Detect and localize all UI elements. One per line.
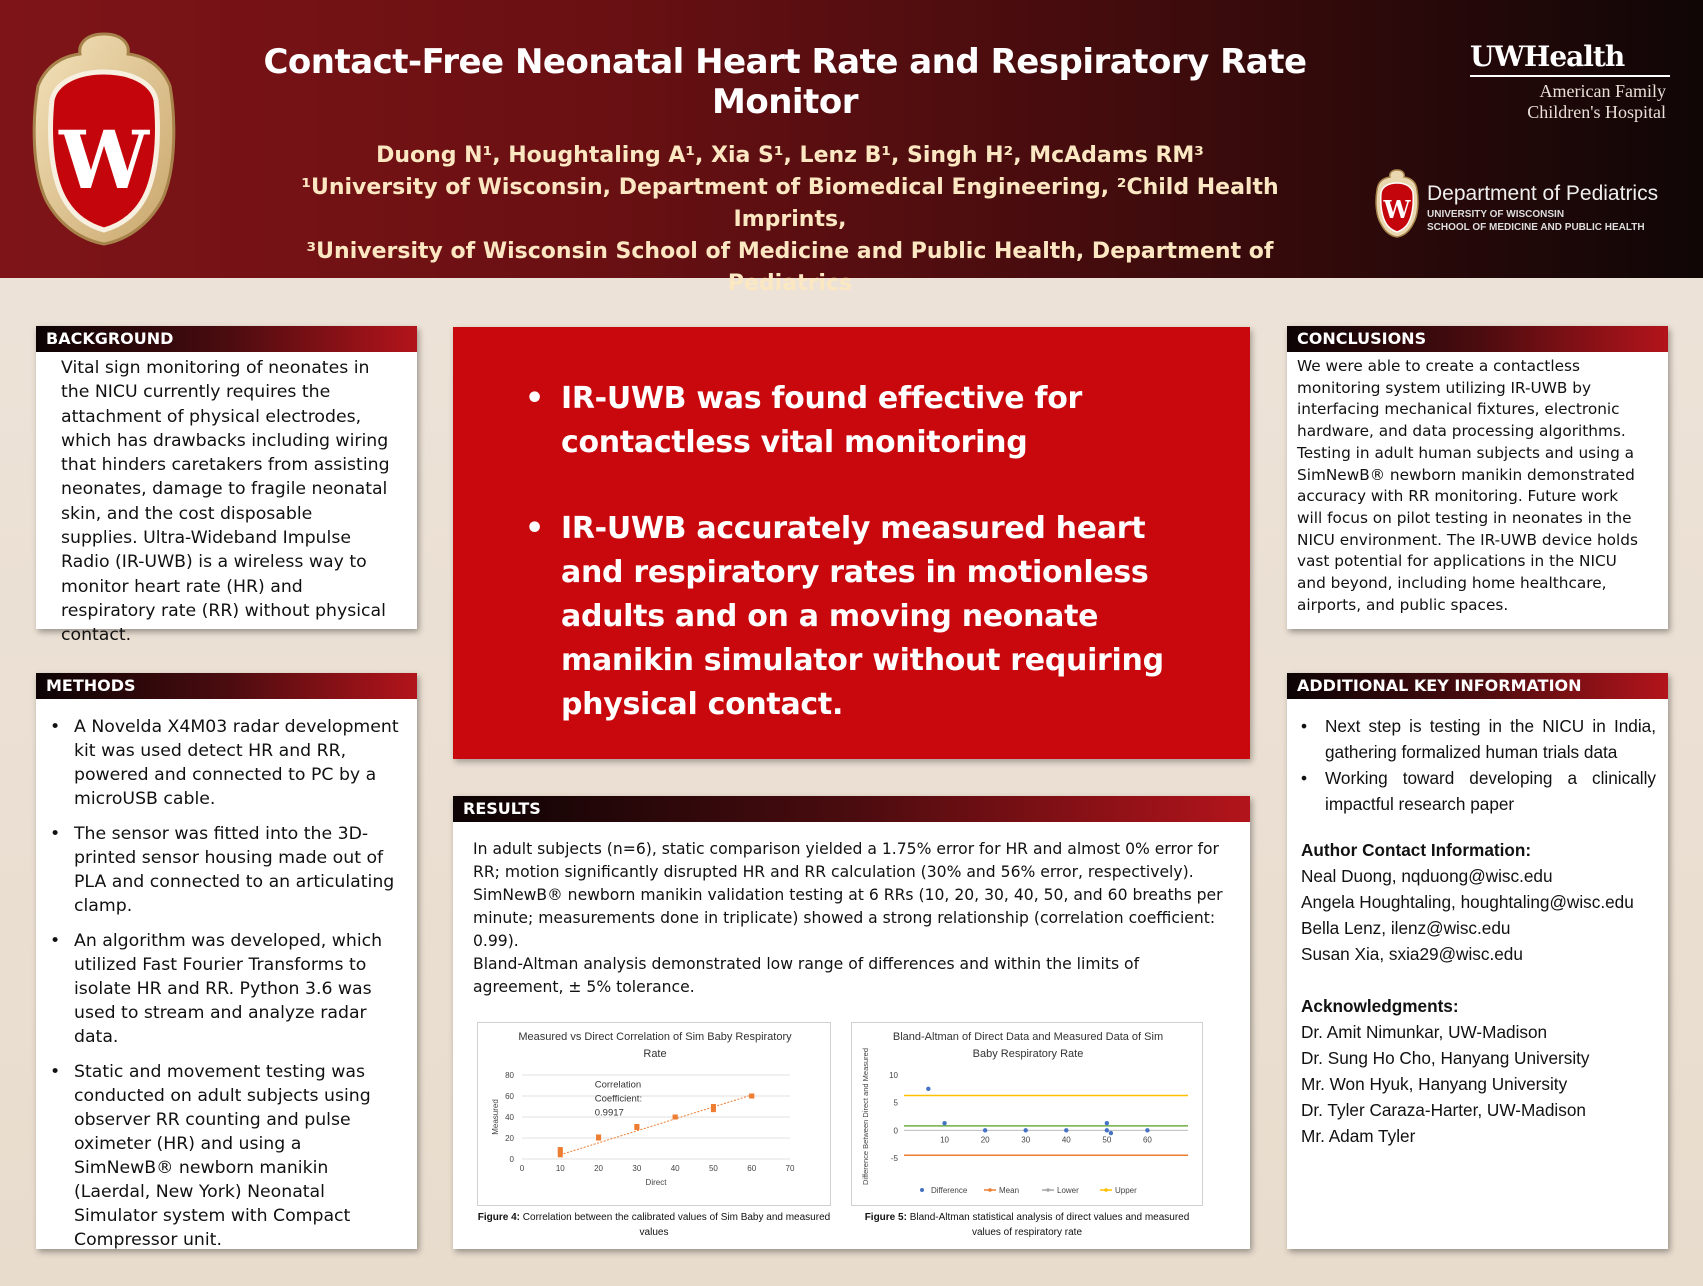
fig4-xtick-label: 50 — [708, 1164, 718, 1173]
fig5-data-point — [942, 1121, 946, 1125]
uw-crest-logo — [30, 30, 178, 246]
contact-block — [1287, 817, 1668, 1149]
fig5-legend-label: Lower — [1057, 1186, 1079, 1195]
background-text: Vital sign monitoring of neonates in the NICU currently requires the attachment of physical electrodes, which has drawbacks including wiring that hinders caretakers from assisting neonates, damage to fragile neonatal skin, and the cost disposable supplies. Ultra-Wideband Impulse Radio (IR-UWB) is a wireless way to monitor heart rate (HR) and respiratory rate (RR) without physical contact. — [61, 358, 390, 646]
fig5-data-point — [1145, 1128, 1149, 1132]
contact-item: Susan Xia, sxia29@wisc.edu — [1301, 944, 1523, 964]
results-text — [453, 822, 1250, 999]
fig5-xtick-label: 60 — [1142, 1135, 1152, 1145]
fig4-ytick-label: 20 — [505, 1134, 514, 1143]
fig4-caption-text: Correlation between the calibrated values of Sim Baby and measured values — [522, 1212, 831, 1238]
background-panel — [36, 326, 417, 646]
ack-item: Mr. Adam Tyler — [1301, 1126, 1416, 1146]
fig5-xtick-label: 10 — [940, 1135, 950, 1145]
conclusions-panel — [1287, 326, 1668, 629]
fig5-data-point — [1024, 1128, 1028, 1132]
fig5-data-point — [1105, 1121, 1109, 1125]
fig4-title: Measured vs Direct Correlation of Sim Baby Respiratory Rate — [518, 1031, 792, 1060]
ack-item: Dr. Tyler Caraza-Harter, UW-Madison — [1301, 1100, 1586, 1120]
uw-crest-small-icon — [1375, 168, 1419, 238]
contact-item: Angela Houghtaling, houghtaling@wisc.edu — [1301, 892, 1634, 912]
methods-item: • An algorithm was developed, which utilized Fast Fourier Transforms to isolate HR and RR. Python 3.6 was used to stream and analyze radar data. — [50, 929, 405, 1049]
ack-item: Dr. Amit Nimunkar, UW-Madison — [1301, 1022, 1548, 1042]
additional-heading: ADDITIONAL KEY INFORMATION — [1287, 673, 1668, 699]
key-findings-list — [453, 327, 1250, 727]
fig5-legend-label: Mean — [999, 1186, 1020, 1195]
crest-letter: W — [59, 113, 149, 207]
fig5-xtick-label: 20 — [980, 1135, 990, 1145]
fig5-ylabel: Difference Between Direct and Measured — [861, 1047, 870, 1186]
key-findings-box — [453, 327, 1250, 759]
pediatrics-univ-1: UNIVERSITY OF WISCONSIN — [1427, 209, 1565, 220]
fig5-legend-marker — [988, 1188, 992, 1192]
uwhealth-sub-1: American Family — [1539, 81, 1666, 101]
key-finding: • IR-UWB accurately measured heart and respiratory rates in motionless adults and on a moving neonate manikin simulator without requiring physical contact. — [525, 507, 1210, 727]
fig4-xtick-label: 60 — [747, 1164, 757, 1173]
fig5-ytick-label: -5 — [890, 1154, 898, 1163]
fig5-ytick-label: 5 — [893, 1098, 898, 1108]
fig4-xtick-label: 30 — [632, 1164, 642, 1173]
fig4-data-point — [634, 1124, 639, 1129]
poster-title: Contact-Free Neonatal Heart Rate and Respiratory Rate Monitor — [263, 42, 1307, 122]
conclusions-heading: CONCLUSIONS — [1287, 326, 1668, 352]
fig5-caption-label: Figure 5: — [864, 1212, 907, 1223]
background-heading: BACKGROUND — [36, 326, 417, 352]
fig5-legend-label: Difference — [931, 1186, 968, 1195]
fig5-ytick-label: 10 — [889, 1071, 898, 1080]
fig5-ytick-label: 0 — [893, 1126, 898, 1136]
methods-item: • The sensor was fitted into the 3D-printed sensor housing made out of PLA and connected to an articulating clamp. — [50, 822, 405, 918]
key-finding: • IR-UWB was found effective for contactless vital monitoring — [525, 377, 1210, 465]
fig4-ylabel: Measured — [491, 1099, 500, 1135]
fig5-data-point — [983, 1128, 987, 1132]
fig4-data-point — [596, 1134, 601, 1139]
results-para-2: Bland-Altman analysis demonstrated low range of differences and within the limits of agreement, ± 5% tolerance. — [473, 955, 1140, 996]
fig4-xtick-label: 20 — [594, 1164, 604, 1173]
fig5-xtick-label: 40 — [1061, 1135, 1071, 1145]
fig4-data-point — [558, 1147, 563, 1152]
poster-header — [0, 0, 1703, 296]
pediatrics-univ — [1427, 208, 1645, 234]
fig4-xlabel: Direct — [645, 1178, 667, 1187]
fig4-xtick-label: 10 — [555, 1164, 565, 1173]
fig4-xtick-label: 40 — [670, 1164, 680, 1173]
methods-panel — [36, 673, 417, 1249]
fig5-legend-marker — [1046, 1188, 1050, 1192]
fig4-annotation: 0.9917 — [594, 1107, 624, 1119]
uwhealth-brand: UWHealth — [1470, 40, 1670, 77]
pediatrics-univ-2: SCHOOL OF MEDICINE AND PUBLIC HEALTH — [1427, 222, 1645, 233]
fig4-annotation: Correlation — [594, 1079, 642, 1091]
affiliation-line-1: ¹University of Wisconsin, Department of Biomedical Engineering, ²Child Health Imprints, — [301, 175, 1279, 232]
author-block — [260, 140, 1320, 300]
results-panel — [453, 796, 1250, 1249]
fig5-xtick-label: 50 — [1102, 1135, 1112, 1145]
fig4-data-point — [749, 1094, 754, 1099]
additional-item: • Next step is testing in the NICU in India, gathering formalized human trials data — [1301, 713, 1656, 765]
crest-small-letter: W — [1383, 195, 1411, 224]
contact-item: Neal Duong, nqduong@wisc.edu — [1301, 866, 1553, 886]
fig4-annotation: Coefficient: — [594, 1093, 643, 1105]
fig4-data-point — [711, 1104, 716, 1109]
fig4-data-point — [673, 1115, 678, 1120]
fig5-data-point — [1105, 1128, 1109, 1132]
fig4-ytick-label: 60 — [505, 1092, 514, 1101]
fig4-plot — [478, 1023, 830, 1205]
ack-item: Mr. Won Hyuk, Hanyang University — [1301, 1074, 1568, 1094]
uwhealth-logo — [1470, 40, 1680, 123]
figure-4-chart — [477, 1022, 831, 1206]
author-list: Duong N¹, Houghtaling A¹, Xia S¹, Lenz B¹, Singh H², McAdams RM³ — [376, 143, 1204, 168]
methods-item: • A Novelda X4M03 radar development kit was used detect HR and RR, powered and connected to PC by a microUSB cable. — [50, 715, 405, 811]
additional-item: • Working toward developing a clinically impactful research paper — [1301, 765, 1656, 817]
pediatrics-logo — [1375, 168, 1695, 238]
methods-item: • Static and movement testing was conducted on adult subjects using observer RR counting and pulse oximeter (HR) and using a SimNewB® newborn manikin (Laerdal, New York) Neonatal Simulator system with Compact Compressor unit. — [50, 1060, 405, 1252]
pediatrics-dept: Department of Pediatrics — [1427, 182, 1659, 205]
fig5-legend-marker — [1104, 1188, 1108, 1192]
results-heading: RESULTS — [453, 796, 1250, 822]
fig4-trendline — [560, 1095, 751, 1155]
fig5-caption — [851, 1210, 1203, 1240]
uwhealth-sub-2: Children's Hospital — [1527, 102, 1666, 122]
fig4-ytick-label: 40 — [505, 1113, 514, 1122]
fig4-caption — [477, 1210, 831, 1240]
fig4-ytick-label: 80 — [505, 1071, 514, 1080]
ack-heading: Acknowledgments: — [1301, 996, 1459, 1016]
contact-heading: Author Contact Information: — [1301, 840, 1532, 860]
results-para-1: In adult subjects (n=6), static comparison yielded a 1.75% error for HR and almost 0% error for RR; motion significantly disrupted HR and RR calculation (30% and 56% error, respectively). SimNewB® newborn manikin validation testing at 6 RRs (10, 20, 30, 40, 50, and 60 breaths per minute; measurements done in triplicate) showed a strong relationship (correlation coefficient: 0.99). — [473, 840, 1223, 950]
methods-heading: METHODS — [36, 673, 417, 699]
methods-list — [36, 699, 417, 1252]
fig5-legend-marker — [920, 1188, 924, 1192]
fig5-data-point — [1064, 1128, 1068, 1132]
fig4-xtick-label: 0 — [519, 1164, 525, 1173]
fig5-data-point — [926, 1087, 930, 1091]
figure-5-chart — [851, 1022, 1203, 1206]
fig4-xtick-label: 70 — [785, 1164, 795, 1173]
additional-info-panel — [1287, 673, 1668, 1249]
fig5-title: Bland-Altman of Direct Data and Measured Data of Sim Baby Respiratory Rate — [892, 1031, 1164, 1060]
fig4-caption-label: Figure 4: — [477, 1212, 521, 1223]
fig5-caption-text: Bland-Altman statistical analysis of direct values and measured values of respiratory rate — [909, 1212, 1190, 1238]
affiliation-line-2: ³University of Wisconsin School of Medicine and Public Health, Department of Pediatrics — [306, 239, 1274, 296]
fig5-legend-label: Upper — [1115, 1186, 1137, 1195]
additional-list — [1287, 699, 1668, 817]
ack-item: Dr. Sung Ho Cho, Hanyang University — [1301, 1048, 1590, 1068]
conclusions-text: We were able to create a contactless monitoring system utilizing IR-UWB by interfacing mechanical fixtures, electronic hardware, and data processing algorithms. Testing in adult human subjects and using a SimNewB® newborn manikin demonstrated accuracy with RR monitoring. Future work will focus on pilot testing in neonates in the NICU environment. The IR-UWB device holds vast potential for applications in the NICU and beyond, including home healthcare, airports, and public spaces. — [1297, 357, 1638, 614]
fig5-data-point — [1109, 1131, 1113, 1135]
fig4-ytick-label: 0 — [509, 1155, 514, 1164]
contact-item: Bella Lenz, ilenz@wisc.edu — [1301, 918, 1511, 938]
fig5-plot — [852, 1023, 1202, 1205]
fig5-xtick-label: 30 — [1021, 1135, 1031, 1145]
